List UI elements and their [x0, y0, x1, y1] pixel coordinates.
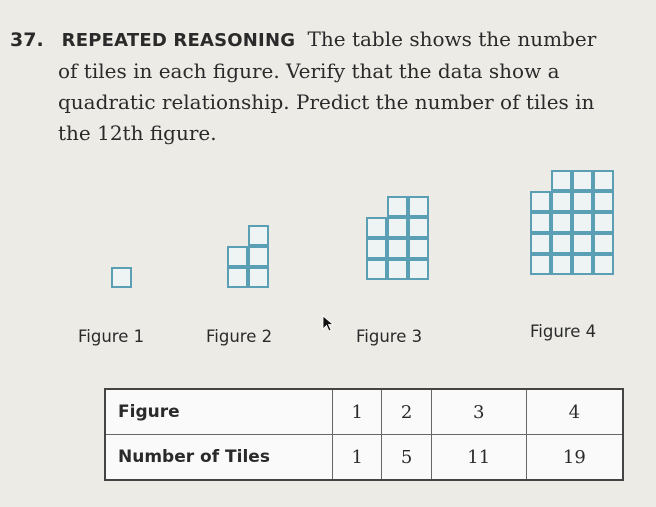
tile [227, 267, 248, 288]
table-row [105, 435, 623, 481]
tile [593, 170, 614, 191]
figure-2-label: Figure 2 [206, 327, 273, 346]
tile [366, 217, 387, 238]
tile [387, 196, 408, 217]
tile [530, 254, 551, 275]
table-cell: 3 [431, 389, 526, 435]
tile [572, 170, 593, 191]
tile [572, 254, 593, 275]
tile [111, 267, 132, 288]
tile [530, 233, 551, 254]
tile [530, 191, 551, 212]
problem-statement [10, 24, 646, 149]
tile [551, 254, 572, 275]
problem-topic: REPEATED REASONING [61, 30, 296, 51]
tile [593, 254, 614, 275]
tile [387, 217, 408, 238]
tile [408, 196, 429, 217]
table-cell: 11 [431, 435, 526, 481]
problem-number: 37. [10, 29, 44, 51]
row-header-figure: Figure [105, 389, 333, 435]
tile [408, 238, 429, 259]
tile [572, 233, 593, 254]
tile [248, 246, 269, 267]
problem-text-line-4: the 12th figure. [58, 121, 217, 145]
tile [248, 225, 269, 246]
table-cell: 4 [526, 389, 623, 435]
tile [408, 259, 429, 280]
tile [551, 212, 572, 233]
mouse-pointer-icon [321, 315, 335, 333]
table-cell: 1 [333, 389, 382, 435]
tile [572, 212, 593, 233]
tile [366, 238, 387, 259]
tile [248, 267, 269, 288]
problem-text-line-3: quadratic relationship. Predict the number of tiles in [58, 90, 595, 114]
problem-first-line [10, 24, 646, 56]
tile [366, 259, 387, 280]
tile [593, 191, 614, 212]
table-cell: 5 [382, 435, 431, 481]
table-cell: 1 [333, 435, 382, 481]
tile [387, 259, 408, 280]
tile [551, 233, 572, 254]
problem-text-line-1: The table shows the number [307, 27, 597, 51]
tile [530, 212, 551, 233]
tile [572, 191, 593, 212]
tile [551, 170, 572, 191]
tile [551, 191, 572, 212]
tile [593, 233, 614, 254]
tile [593, 212, 614, 233]
tile [408, 217, 429, 238]
row-header-number-of-tiles: Number of Tiles [105, 435, 333, 481]
tile [227, 246, 248, 267]
table-row [105, 389, 623, 435]
table-cell: 19 [526, 435, 623, 481]
figure-3-label: Figure 3 [356, 327, 423, 346]
problem-text-line-2: of tiles in each figure. Verify that the data show a [58, 59, 560, 83]
tile [387, 238, 408, 259]
tiles-table [104, 388, 624, 481]
figure-1-label: Figure 1 [78, 327, 145, 346]
table-cell: 2 [382, 389, 431, 435]
figure-4-label: Figure 4 [530, 322, 597, 341]
